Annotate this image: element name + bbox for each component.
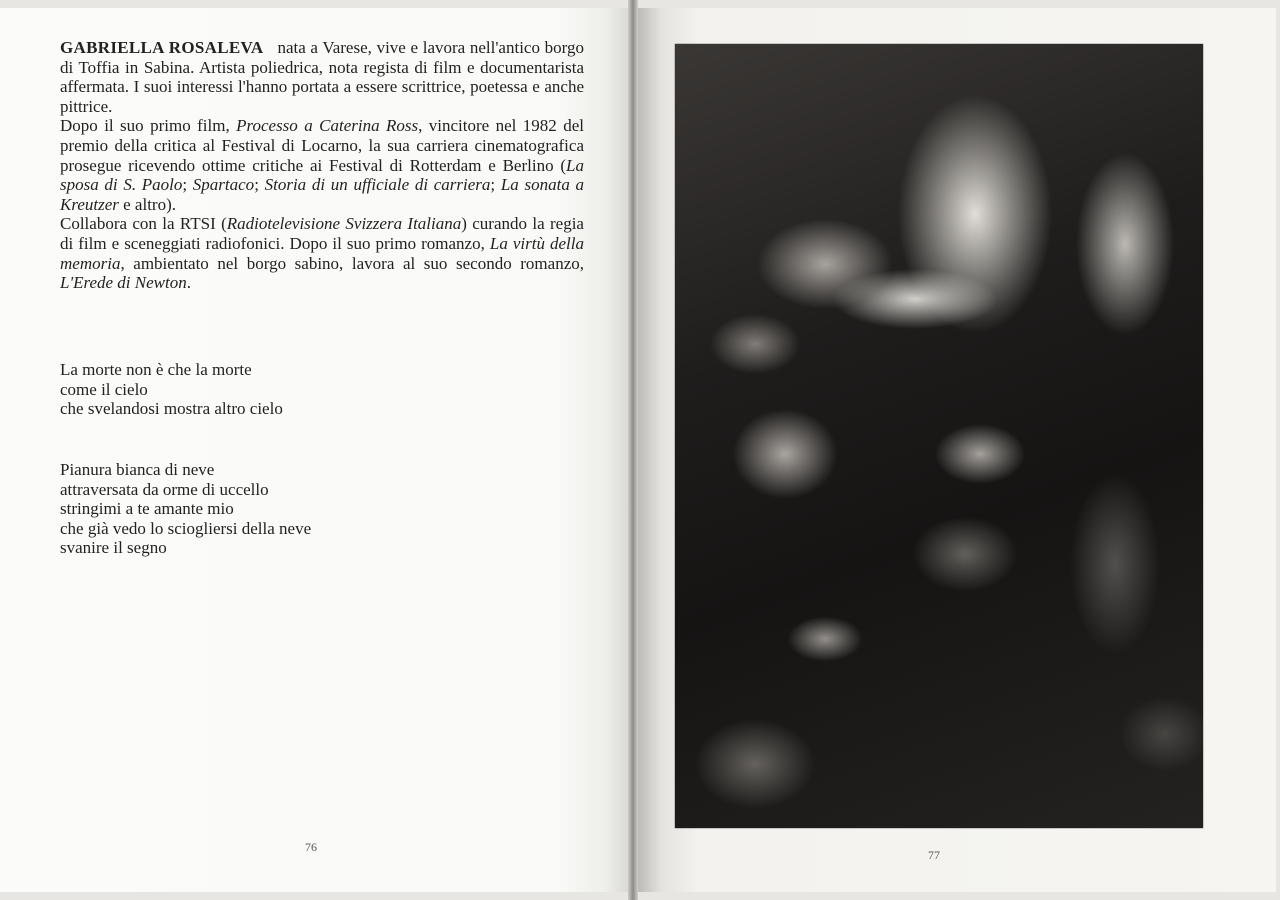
poem-line: svanire il segno: [60, 538, 167, 558]
black-and-white-photograph: [675, 44, 1203, 828]
film-title: La sposa di S. Paolo: [60, 155, 584, 195]
poem-one: [60, 360, 283, 419]
bio-text: Collabora con la RTSI (: [60, 214, 227, 234]
book-gutter: [628, 0, 638, 900]
novel-title: L'Erede di Newton: [60, 273, 187, 293]
film-title: Storia di un ufficiale di carriera: [264, 175, 491, 195]
film-title: Spartaco: [192, 175, 255, 195]
bio-text: , vincitore nel 1982 del premio della critica al Festival di Locarno, la sua carriera cinematografica prosegue ricevendo ottime critiche ai Festival di Rotterdam e Berlino (: [60, 116, 584, 175]
poem-two: [60, 460, 311, 558]
bio-text: ;: [182, 175, 193, 195]
page-number-left: 76: [305, 840, 317, 854]
bio-text: .: [186, 273, 191, 293]
author-name: GABRIELLA ROSALEVA: [60, 38, 264, 57]
organization-name: Radiotelevisione Svizzera Italiana: [226, 214, 462, 234]
bio-text: , ambientato nel borgo sabino, lavora al suo secondo romanzo,: [120, 253, 584, 273]
bio-paragraph-films: [60, 116, 584, 214]
poem-line: La morte non è che la morte: [60, 360, 252, 379]
poem-line: attraversata da orme di uccello: [60, 479, 269, 499]
poem-line: che già vedo lo sciogliersi della neve: [60, 518, 312, 538]
bio-text: Dopo il suo primo film,: [60, 116, 237, 136]
bio-text: ;: [490, 175, 501, 195]
bio-text: e altro).: [118, 194, 176, 214]
film-title: Processo a Caterina Ross: [236, 116, 419, 136]
bio-paragraph-rtsi: [60, 214, 584, 292]
bio-text: ) curando la regia di film e sceneggiati radiofonici. Dopo il suo primo romanzo,: [60, 214, 584, 253]
author-biography: [60, 38, 584, 293]
bio-paragraph-intro: [60, 38, 584, 116]
poem-line: come il cielo: [60, 379, 148, 399]
poem-line: stringimi a te amante mio: [60, 499, 234, 519]
film-title: La sonata a Kreutzer: [60, 175, 585, 214]
page-number-right: 77: [928, 848, 940, 862]
bio-text: nata a Varese, vive e lavora nell'antico borgo di Toffia in Sabina. Artista poliedrica, nota regista di film e documentarista affermata. I suoi interessi l'hanno portata a essere scrittrice, poetessa e anche pittrice.: [60, 38, 584, 116]
poem-line: Pianura bianca di neve: [60, 460, 215, 479]
bio-text: ;: [254, 175, 265, 195]
novel-title: La virtù della memoria: [60, 233, 584, 273]
poem-line: che svelandosi mostra altro cielo: [60, 399, 283, 419]
